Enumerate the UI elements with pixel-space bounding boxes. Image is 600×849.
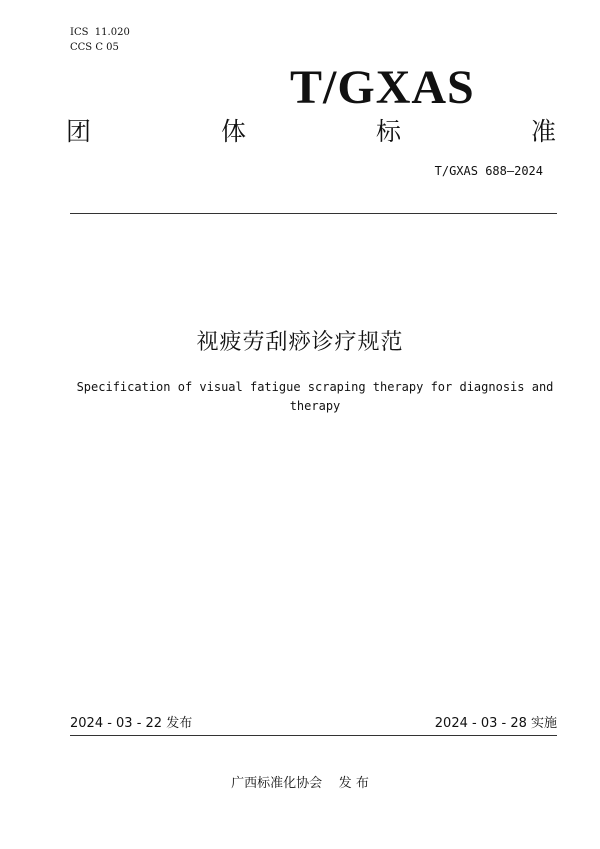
document-title-chinese: 视疲劳刮痧诊疗规范 <box>196 330 404 355</box>
standard-mark <box>290 60 525 116</box>
header-divider <box>70 213 557 214</box>
standard-type-char: 标 <box>375 117 401 146</box>
standard-type-char: 体 <box>220 117 246 146</box>
ccs-code: CCS C 05 <box>70 42 119 53</box>
publisher: 广西标准化协会 发 布 <box>231 776 369 791</box>
issue-date: 2024 - 03 - 22 发布 <box>70 716 193 731</box>
implementation-date: 2024 - 03 - 28 实施 <box>434 716 557 731</box>
footer-divider <box>70 735 557 736</box>
standard-number: T/GXAS 688—2024 <box>434 164 543 178</box>
standard-type-char: 准 <box>530 117 556 146</box>
standard-type-char: 团 <box>66 117 92 146</box>
document-title-english: Specification of visual fatigue scraping therapy for diagnosis and therapy <box>76 380 554 413</box>
standard-mark-text: T/GXAS <box>290 61 475 114</box>
standard-type <box>66 112 556 148</box>
ics-code: ICS 11.020 <box>70 27 130 38</box>
